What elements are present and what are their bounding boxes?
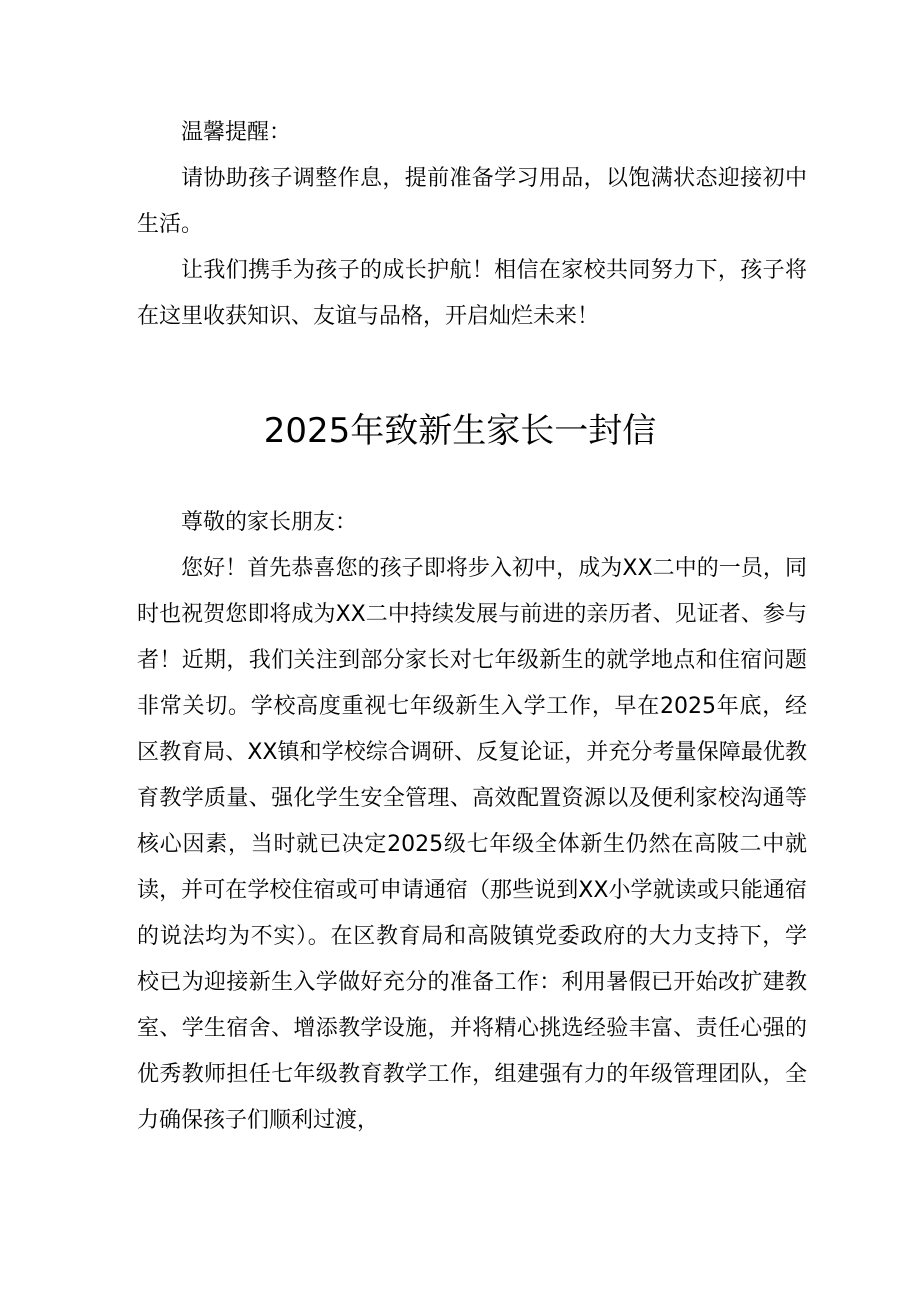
letter-body-section [137,500,807,1144]
reminder-section [137,110,807,340]
letter-title: 2025年致新生家长一封信 [263,411,657,451]
letter-body-paragraph: 您好！首先恭喜您的孩子即将步入初中，成为XX二中的一员，同时也祝贺您即将成为XX二中持续发展与前进的亲历者、见证者、参与者！近期，我们关注到部分家长对七年级新生的就学地点和住宿问题非常关切。学校高度重视七年级新生入学工作，早在2025年底，经区教育局、XX镇和学校综合调研、反复论证，并充分考量保障最优教育教学质量、强化学生安全管理、高效配置资源以及便利家校沟通等核心因素，当时就已决定2025级七年级全体新生仍然在高陂二中就读，并可在学校住宿或可申请通宿（那些说到XX小学就读或只能通宿的说法均为不实）。在区教育局和高陂镇党委政府的大力支持下，学校已为迎接新生入学做好充分的准备工作：利用暑假已开始改扩建教室、学生宿舍、增添教学设施，并将精心挑选经验丰富、责任心强的优秀教师担任七年级教育教学工作，组建强有力的年级管理团队，全力确保孩子们顺利过渡， [137,556,807,1133]
letter-salutation: 尊敬的家长朋友： [181,510,358,535]
reminder-paragraph: 请协助孩子调整作息，提前准备学习用品，以饱满状态迎接初中生活。 [137,166,807,237]
closing-paragraph: 让我们携手为孩子的成长护航！相信在家校共同努力下，孩子将在这里收获知识、友谊与品格，开启灿烂未来！ [137,258,807,329]
reminder-label: 温馨提醒： [181,120,292,145]
